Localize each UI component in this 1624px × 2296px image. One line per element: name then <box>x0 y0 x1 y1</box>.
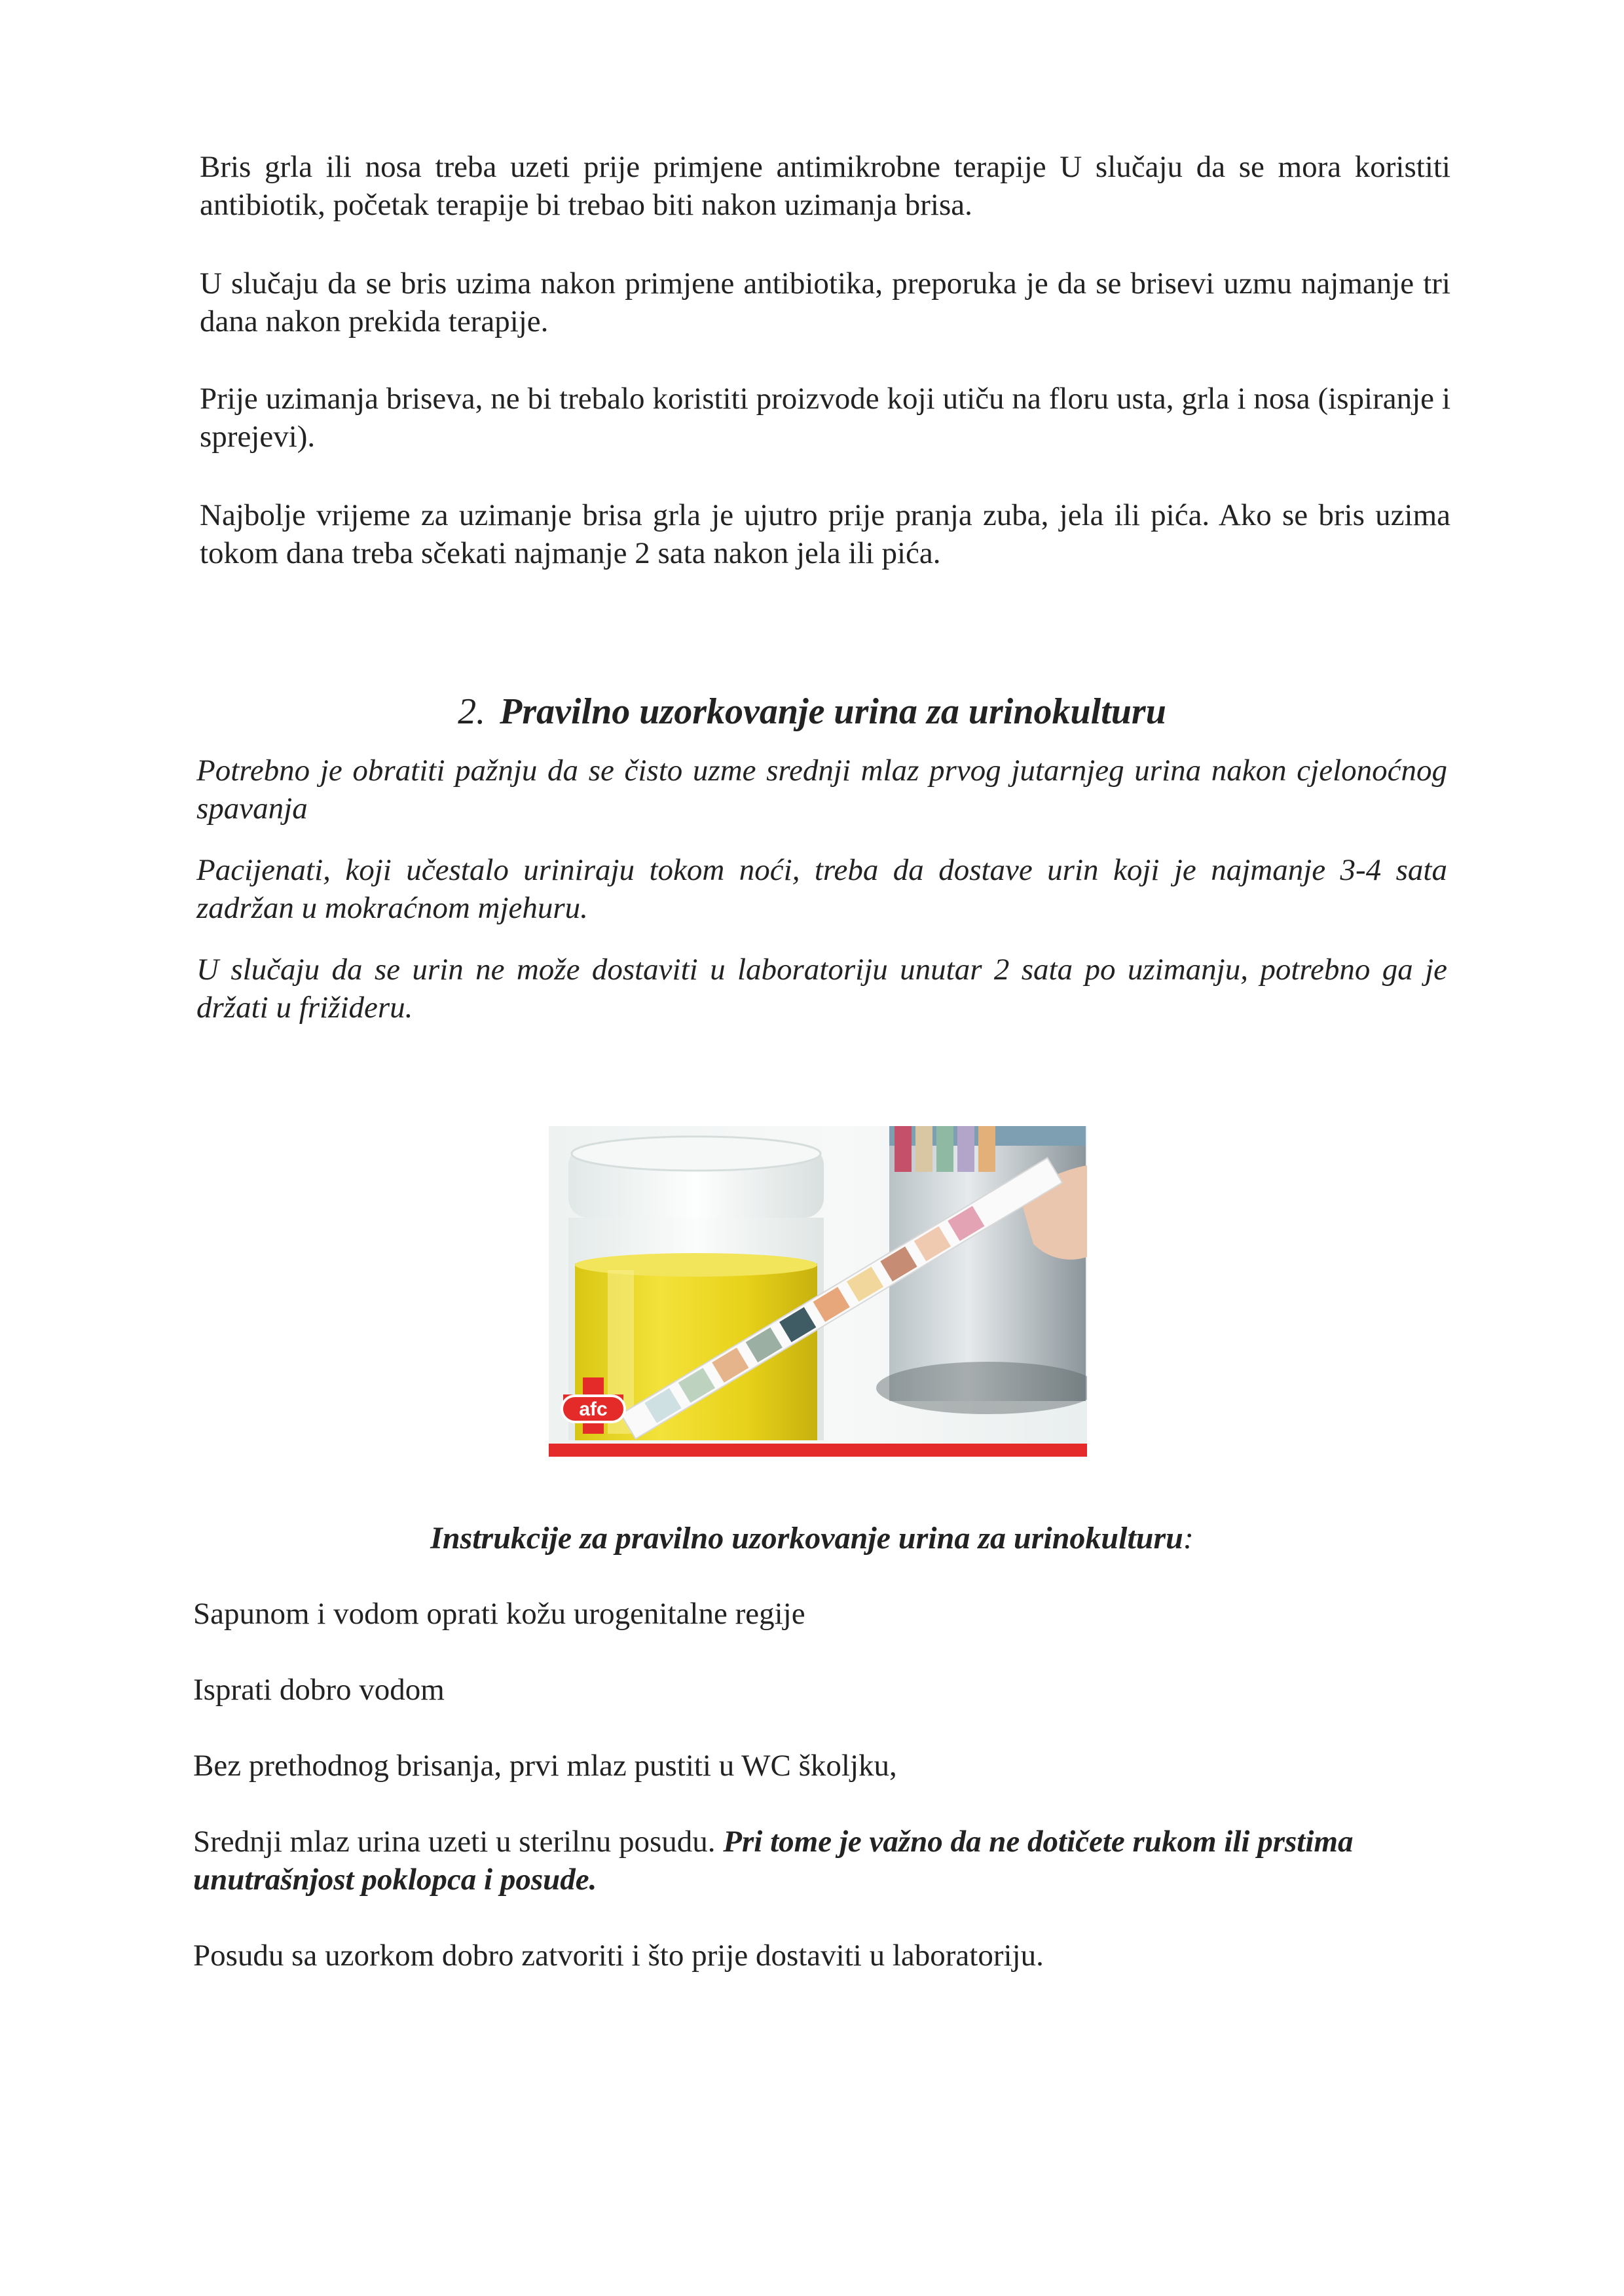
section-paragraph-morning-urine: Potrebno je obratiti pažnju da se čisto uzme srednji mlaz prvog jutarnjeg urina nakon cjelonoćnog spavanja <box>196 754 1447 826</box>
afc-logo-text: afc <box>579 1398 608 1420</box>
instructions-title-text: Instrukcije za pravilno uzorkovanje urina za urinokulturu <box>430 1521 1183 1556</box>
instruction-step-5: Posudu sa uzorkom dobro zatvoriti i što prije dostaviti u laboratoriju. <box>193 1939 1044 1973</box>
instruction-step-3: Bez prethodnog brisanja, prvi mlaz pustiti u WC školjku, <box>193 1749 897 1783</box>
paragraph-products: Prije uzimanja briseva, ne bi trebalo koristiti proizvode koji utiču na floru usta, grla i nosa (ispiranje i sprejevi). <box>200 382 1450 454</box>
paragraph-best-time: Najbolje vrijeme za uzimanje brisa grla je ujutro prije pranja zuba, jela ili pića. Ako se bris uzima tokom dana treba sčekati najmanje 2 sata nakon jela ili pića. <box>200 498 1450 570</box>
instruction-step-4-emphasis: Pri tome je važno da ne dotičete rukom ili prstima unutrašnjost poklopca i posude. <box>193 1825 1354 1897</box>
instruction-step-4-text: Srednji mlaz urina uzeti u sterilnu posudu. <box>193 1825 716 1859</box>
urine-test-strip-illustration <box>549 1126 1087 1457</box>
instruction-step-2: Isprati dobro vodom <box>193 1673 445 1707</box>
instruction-step-4 <box>193 1823 1447 1899</box>
section-number: 2. <box>458 691 486 732</box>
section-paragraph-frequent-urination: Pacijenati, koji učestalo uriniraju tokom noći, treba da dostave urin koji je najmanje 3-4 sata zadržan u mokraćnom mjehuru. <box>196 853 1447 925</box>
instructions-title <box>0 1519 1624 1558</box>
urine-test-strip-photo <box>549 1126 1087 1457</box>
section-title: Pravilno uzorkovanje urina za urinokulturu <box>500 691 1166 732</box>
section-heading <box>0 689 1624 735</box>
red-bottom-bar <box>549 1444 1087 1457</box>
instruction-step-1: Sapunom i vodom oprati kožu urogenitalne regije <box>193 1597 805 1631</box>
section-paragraph-refrigerate: U slučaju da se urin ne može dostaviti u laboratoriju unutar 2 sata po uzimanju, potrebno ga je držati u frižideru. <box>196 953 1447 1025</box>
instructions-title-colon: : <box>1183 1521 1194 1556</box>
paragraph-after-antibiotics: U slučaju da se bris uzima nakon primjene antibiotika, preporuka je da se brisevi uzmu najmanje tri dana nakon prekida terapije. <box>200 266 1450 338</box>
paragraph-swab-timing: Bris grla ili nosa treba uzeti prije primjene antimikrobne terapije U slučaju da se mora koristiti antibiotik, početak terapije bi trebao biti nakon uzimanja brisa. <box>200 150 1450 222</box>
